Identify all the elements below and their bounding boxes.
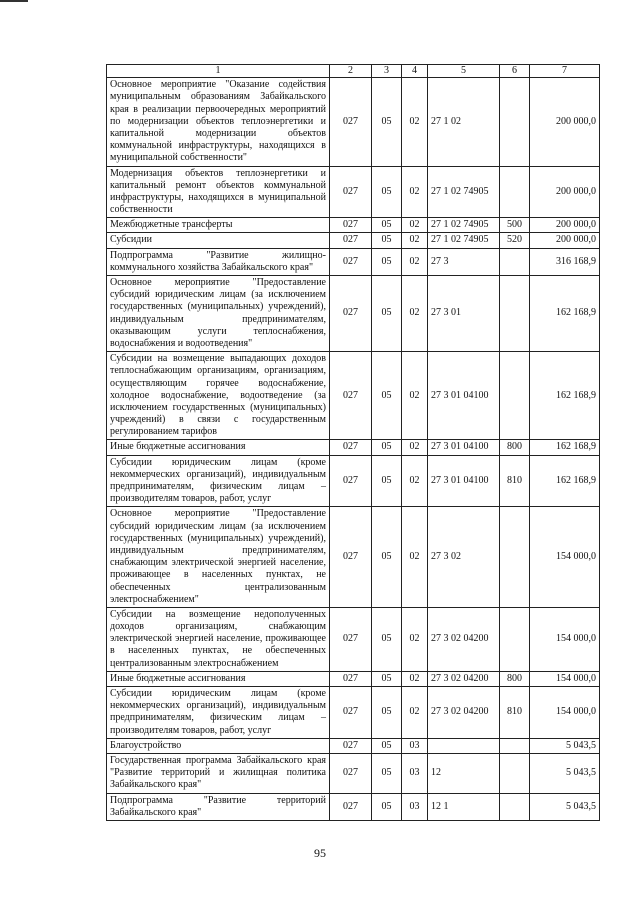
cell-name: Модернизация объектов теплоэнергетики и капитальный ремонт объектов коммунальной инфраструктуры, находящихся в муниципальной собственности xyxy=(107,166,330,218)
cell-grbs: 027 xyxy=(330,218,372,233)
cell-vr: 520 xyxy=(500,233,530,248)
cell-csr: 27 3 01 04100 xyxy=(428,352,500,440)
cell-rz: 05 xyxy=(372,507,402,608)
table-row xyxy=(107,607,600,671)
cell-vr: 810 xyxy=(500,687,530,739)
cell-grbs: 027 xyxy=(330,793,372,820)
cell-name: Субсидии юридическим лицам (кроме некоммерческих организаций), индивидуальным предпринимателям, физическим лицам – производителям товаров, работ, услуг xyxy=(107,455,330,507)
cell-rz: 05 xyxy=(372,607,402,671)
cell-sum: 154 000,0 xyxy=(530,687,600,739)
col-header-grbs: 2 xyxy=(330,65,372,78)
cell-sum: 5 043,5 xyxy=(530,738,600,753)
cell-vr xyxy=(500,352,530,440)
cell-name: Подпрограмма "Развитие территорий Забайкальского края" xyxy=(107,793,330,820)
cell-pr: 02 xyxy=(402,218,428,233)
cell-pr: 02 xyxy=(402,440,428,455)
cell-sum: 200 000,0 xyxy=(530,166,600,218)
cell-rz: 05 xyxy=(372,218,402,233)
cell-grbs: 027 xyxy=(330,276,372,352)
scan-corner-mark xyxy=(0,0,28,2)
cell-pr: 03 xyxy=(402,738,428,753)
cell-vr: 500 xyxy=(500,218,530,233)
table-row xyxy=(107,455,600,507)
cell-csr: 27 1 02 74905 xyxy=(428,218,500,233)
header-row xyxy=(107,65,600,78)
table-row xyxy=(107,166,600,218)
table-row xyxy=(107,793,600,820)
col-header-sum: 7 xyxy=(530,65,600,78)
cell-sum: 162 168,9 xyxy=(530,440,600,455)
cell-rz: 05 xyxy=(372,793,402,820)
cell-grbs: 027 xyxy=(330,455,372,507)
cell-rz: 05 xyxy=(372,455,402,507)
cell-grbs: 027 xyxy=(330,233,372,248)
cell-name: Субсидии юридическим лицам (кроме некоммерческих организаций), индивидуальным предпринимателям, физическим лицам – производителям товаров, работ, услуг xyxy=(107,687,330,739)
cell-grbs: 027 xyxy=(330,166,372,218)
cell-vr xyxy=(500,607,530,671)
cell-vr xyxy=(500,248,530,275)
cell-csr: 27 1 02 74905 xyxy=(428,166,500,218)
cell-grbs: 027 xyxy=(330,753,372,793)
cell-sum: 5 043,5 xyxy=(530,793,600,820)
table-row xyxy=(107,671,600,686)
cell-sum: 154 000,0 xyxy=(530,607,600,671)
cell-name: Субсидии на возмещение выпадающих доходов теплоснабжающим организациям, организациям, осуществляющим горячее водоснабжение, холодное водоснабжение, водоотведение (за исключением государственных (муниципальных) учреждений) в связи с государственным регулированием тарифов xyxy=(107,352,330,440)
cell-pr: 02 xyxy=(402,352,428,440)
cell-grbs: 027 xyxy=(330,738,372,753)
cell-csr: 27 1 02 xyxy=(428,78,500,166)
cell-csr: 27 3 xyxy=(428,248,500,275)
cell-grbs: 027 xyxy=(330,507,372,608)
cell-rz: 05 xyxy=(372,248,402,275)
cell-rz: 05 xyxy=(372,233,402,248)
cell-csr: 12 1 xyxy=(428,793,500,820)
cell-grbs: 027 xyxy=(330,352,372,440)
cell-pr: 02 xyxy=(402,607,428,671)
cell-sum: 316 168,9 xyxy=(530,248,600,275)
cell-pr: 02 xyxy=(402,507,428,608)
table-row xyxy=(107,218,600,233)
cell-csr xyxy=(428,738,500,753)
cell-csr: 27 3 01 04100 xyxy=(428,440,500,455)
cell-vr xyxy=(500,507,530,608)
cell-csr: 27 3 02 04200 xyxy=(428,607,500,671)
col-header-rz: 3 xyxy=(372,65,402,78)
table-row xyxy=(107,687,600,739)
cell-sum: 200 000,0 xyxy=(530,218,600,233)
table-row xyxy=(107,753,600,793)
cell-vr: 800 xyxy=(500,671,530,686)
cell-name: Субсидии xyxy=(107,233,330,248)
cell-pr: 02 xyxy=(402,166,428,218)
cell-sum: 162 168,9 xyxy=(530,276,600,352)
cell-name: Иные бюджетные ассигнования xyxy=(107,440,330,455)
cell-sum: 162 168,9 xyxy=(530,352,600,440)
cell-name: Подпрограмма "Развитие жилищно-коммунального хозяйства Забайкальского края" xyxy=(107,248,330,275)
cell-rz: 05 xyxy=(372,276,402,352)
cell-pr: 03 xyxy=(402,793,428,820)
cell-pr: 02 xyxy=(402,276,428,352)
cell-rz: 05 xyxy=(372,753,402,793)
cell-sum: 200 000,0 xyxy=(530,233,600,248)
cell-pr: 02 xyxy=(402,671,428,686)
cell-sum: 154 000,0 xyxy=(530,671,600,686)
cell-grbs: 027 xyxy=(330,687,372,739)
cell-csr: 27 1 02 74905 xyxy=(428,233,500,248)
cell-rz: 05 xyxy=(372,687,402,739)
cell-csr: 12 xyxy=(428,753,500,793)
cell-grbs: 027 xyxy=(330,78,372,166)
cell-name: Государственная программа Забайкальского края "Развитие территорий и жилищная политика Забайкальского края" xyxy=(107,753,330,793)
cell-vr xyxy=(500,276,530,352)
cell-vr xyxy=(500,793,530,820)
col-header-vr: 6 xyxy=(500,65,530,78)
cell-vr xyxy=(500,166,530,218)
cell-name: Иные бюджетные ассигнования xyxy=(107,671,330,686)
cell-csr: 27 3 02 xyxy=(428,507,500,608)
table-row xyxy=(107,276,600,352)
cell-grbs: 027 xyxy=(330,440,372,455)
cell-name: Межбюджетные трансферты xyxy=(107,218,330,233)
cell-csr: 27 3 02 04200 xyxy=(428,687,500,739)
cell-sum: 200 000,0 xyxy=(530,78,600,166)
cell-name: Благоустройство xyxy=(107,738,330,753)
cell-pr: 02 xyxy=(402,248,428,275)
cell-name: Основное мероприятие "Оказание содействия муниципальным образованиям Забайкальского края в реализации первоочередных мероприятий по модернизации объектов теплоэнергетики и капитальной модернизации объектов коммунальной инфраструктуры, находящихся в муниципальной собственности" xyxy=(107,78,330,166)
col-header-name: 1 xyxy=(107,65,330,78)
cell-rz: 05 xyxy=(372,671,402,686)
table-row xyxy=(107,738,600,753)
col-header-csr: 5 xyxy=(428,65,500,78)
table-row xyxy=(107,248,600,275)
cell-rz: 05 xyxy=(372,440,402,455)
cell-rz: 05 xyxy=(372,78,402,166)
cell-csr: 27 3 02 04200 xyxy=(428,671,500,686)
table-row xyxy=(107,352,600,440)
cell-name: Субсидии на возмещение недополученных доходов организациям, снабжающим электрической энергией население, проживающее в населенных пунктах, не обеспеченных централизованным электроснабжением xyxy=(107,607,330,671)
col-header-pr: 4 xyxy=(402,65,428,78)
cell-csr: 27 3 01 xyxy=(428,276,500,352)
table-row xyxy=(107,507,600,608)
cell-pr: 02 xyxy=(402,233,428,248)
cell-csr: 27 3 01 04100 xyxy=(428,455,500,507)
cell-name: Основное мероприятие "Предоставление субсидий юридическим лицам (за исключением государственных (муниципальных) учреждений), индивидуальным предпринимателям, снабжающим электрической энергией население, проживающее в населенных пунктах, не обеспеченных централизованным электроснабжением" xyxy=(107,507,330,608)
cell-rz: 05 xyxy=(372,166,402,218)
cell-pr: 02 xyxy=(402,455,428,507)
cell-name: Основное мероприятие "Предоставление субсидий юридическим лицам (за исключением государственных (муниципальных) учреждений), индивидуальным предпринимателям, оказывающим услуги теплоснабжения, водоснабжения и водоотведения" xyxy=(107,276,330,352)
cell-pr: 02 xyxy=(402,687,428,739)
cell-rz: 05 xyxy=(372,738,402,753)
cell-grbs: 027 xyxy=(330,671,372,686)
table-row xyxy=(107,233,600,248)
budget-table xyxy=(106,64,600,821)
cell-sum: 5 043,5 xyxy=(530,753,600,793)
cell-pr: 02 xyxy=(402,78,428,166)
table-row xyxy=(107,440,600,455)
cell-vr xyxy=(500,738,530,753)
cell-vr xyxy=(500,753,530,793)
cell-grbs: 027 xyxy=(330,248,372,275)
cell-sum: 162 168,9 xyxy=(530,455,600,507)
cell-vr: 810 xyxy=(500,455,530,507)
cell-rz: 05 xyxy=(372,352,402,440)
page-number: 95 xyxy=(314,846,326,860)
cell-sum: 154 000,0 xyxy=(530,507,600,608)
cell-vr: 800 xyxy=(500,440,530,455)
table-row xyxy=(107,78,600,166)
cell-vr xyxy=(500,78,530,166)
cell-pr: 03 xyxy=(402,753,428,793)
cell-grbs: 027 xyxy=(330,607,372,671)
